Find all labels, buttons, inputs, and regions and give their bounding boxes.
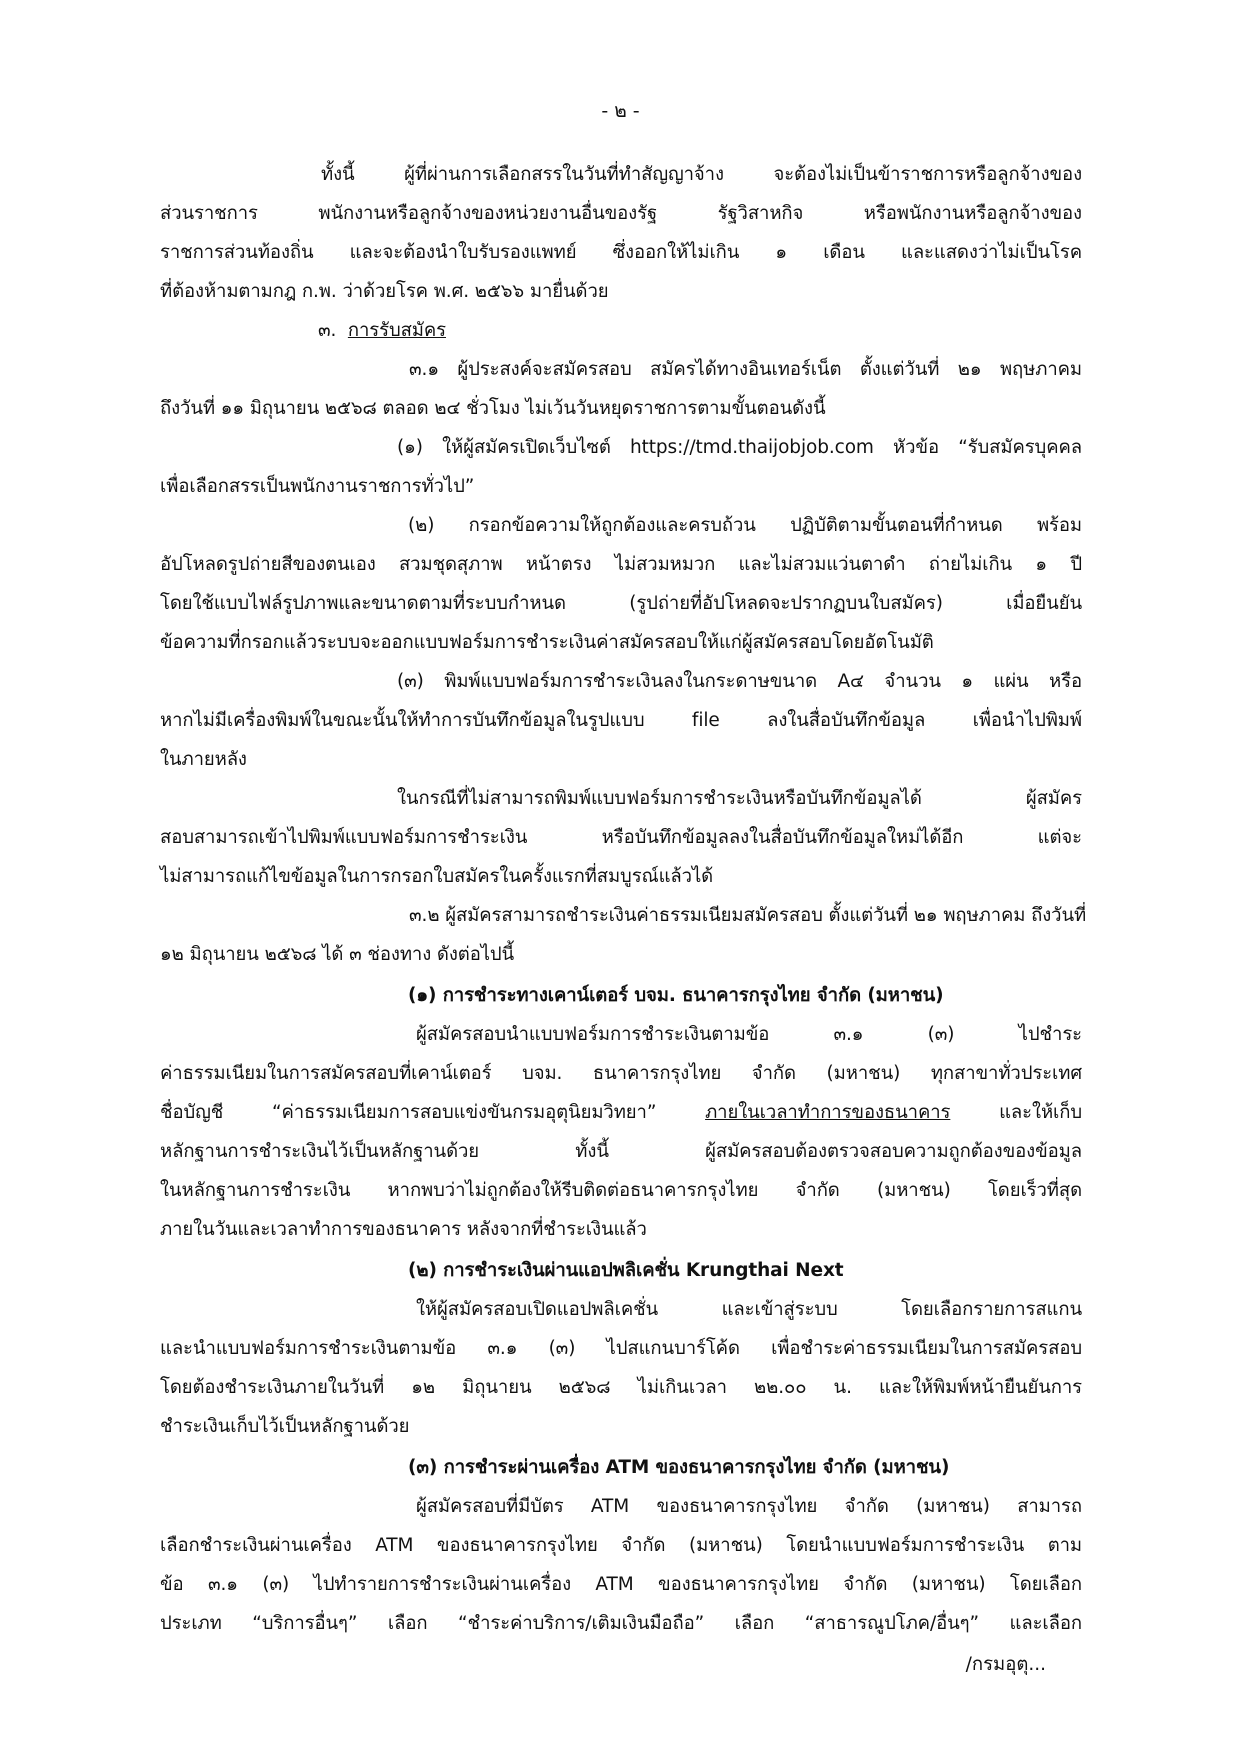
s31-line-1: ๓.๑ ผู้ประสงค์จะสมัครสอบ สมัครได้ทางอินเทอร์เน็ต ตั้งแต่วันที่ ๒๑ พฤษภาคม xyxy=(409,359,1082,380)
channel1-heading: (๑) การชำระทางเคาน์เตอร์ บจม. ธนาคารกรุงไทย จำกัด (มหาชน) xyxy=(408,985,944,1006)
s31-note-line-3: ไม่สามารถแก้ไขข้อมูลในการกรอกใบสมัครในครั้งแรกที่สมบูรณ์แล้วได้ xyxy=(160,866,714,887)
continuation-marker: /กรมอุตุ... xyxy=(965,1654,1046,1675)
channel1-line-6: ภายในวันและเวลาทำการของธนาคาร หลังจากที่ชำระเงินแล้ว xyxy=(160,1219,647,1240)
s31-item2-line-3: โดยใช้แบบไฟล์รูปภาพและขนาดตามที่ระบบกำหนด (รูปถ่ายที่อัปโหลดจะปรากฏบนใบสมัคร) เมื่อยืนยัน xyxy=(160,593,1082,614)
para1-line-4: ที่ต้องห้ามตามกฎ ก.พ. ว่าด้วยโรค พ.ศ. ๒๕๖๖ มายื่นด้วย xyxy=(160,281,609,302)
section3-heading xyxy=(318,316,446,346)
channel1-line-4: หลักฐานการชำระเงินไว้เป็นหลักฐานด้วย ทั้งนี้ ผู้สมัครสอบต้องตรวจสอบความถูกต้องของข้อมูล xyxy=(160,1141,1082,1162)
s31-item2-line-4: ข้อความที่กรอกแล้วระบบจะออกแบบฟอร์มการชำระเงินค่าสมัครสอบให้แก่ผู้สมัครสอบโดยอัตโนมัติ xyxy=(160,632,934,653)
channel3-line-2: เลือกชำระเงินผ่านเครื่อง ATM ของธนาคารกรุงไทย จำกัด (มหาชน) โดยนำแบบฟอร์มการชำระเงิน ตาม xyxy=(160,1535,1082,1556)
s32-line-2: ๑๒ มิถุนายน ๒๕๖๘ ได้ ๓ ช่องทาง ดังต่อไปนี้ xyxy=(160,944,515,965)
s31-item3-line-1: (๓) พิมพ์แบบฟอร์มการชำระเงินลงในกระดาษขนาด A๔ จำนวน ๑ แผ่น หรือ xyxy=(397,671,1082,692)
channel3-line-4: ประเภท “บริการอื่นๆ” เลือก “ชำระค่าบริการ/เติมเงินมือถือ” เลือก “สาธารณูปโภค/อื่นๆ” และเลือก xyxy=(160,1613,1082,1634)
keep-receipt-text: และให้เก็บ xyxy=(999,1102,1083,1123)
s31-item1-line-1: (๑) ให้ผู้สมัครเปิดเว็บไซต์ https://tmd.thaijobjob.com หัวข้อ “รับสมัครบุคคล xyxy=(397,437,1082,458)
channel1-line-2: ค่าธรรมเนียมในการสมัครสอบที่เคาน์เตอร์ บจม. ธนาคารกรุงไทย จำกัด (มหาชน) ทุกสาขาทั่วประเทศ xyxy=(160,1063,1082,1084)
s31-item3-line-2: หากไม่มีเครื่องพิมพ์ในขณะนั้นให้ทำการบันทึกข้อมูลในรูปแบบ file ลงในสื่อบันทึกข้อมูล เพื่อนำไปพิมพ์ xyxy=(160,710,1082,731)
channel3-heading: (๓) การชำระผ่านเครื่อง ATM ของธนาคารกรุงไทย จำกัด (มหาชน) xyxy=(408,1457,950,1478)
para1-line-1: ทั้งนี้ ผู้ที่ผ่านการเลือกสรรในวันที่ทำสัญญาจ้าง จะต้องไม่เป็นข้าราชการหรือลูกจ้างของ xyxy=(321,164,1082,185)
banking-hours-note: ภายในเวลาทำการของธนาคาร xyxy=(705,1102,951,1123)
channel2-line-2: และนำแบบฟอร์มการชำระเงินตามข้อ ๓.๑ (๓) ไปสแกนบาร์โค้ด เพื่อชำระค่าธรรมเนียมในการสมัครสอบ xyxy=(160,1338,1082,1359)
section3-title: การรับสมัคร xyxy=(347,320,446,341)
para1-line-2: ส่วนราชการ พนักงานหรือลูกจ้างของหน่วยงานอื่นของรัฐ รัฐวิสาหกิจ หรือพนักงานหรือลูกจ้างของ xyxy=(160,203,1082,224)
page-number: - ๒ - xyxy=(601,100,640,122)
section3-number: ๓. xyxy=(318,320,337,341)
para1-line-3: ราชการส่วนท้องถิ่น และจะต้องนำใบรับรองแพทย์ ซึ่งออกให้ไม่เกิน ๑ เดือน และแสดงว่าไม่เป็นโรค xyxy=(160,242,1082,263)
channel3-line-3: ข้อ ๓.๑ (๓) ไปทำรายการชำระเงินผ่านเครื่อง ATM ของธนาคารกรุงไทย จำกัด (มหาชน) โดยเลือก xyxy=(160,1574,1082,1595)
channel3-line-1: ผู้สมัครสอบที่มีบัตร ATM ของธนาคารกรุงไทย จำกัด (มหาชน) สามารถ xyxy=(416,1496,1082,1517)
account-name: ชื่อบัญชี “ค่าธรรมเนียมการสอบแข่งขันกรมอุตุนิยมวิทยา” xyxy=(160,1102,657,1123)
channel2-line-4: ชำระเงินเก็บไว้เป็นหลักฐานด้วย xyxy=(160,1416,410,1437)
s31-item1-line-2: เพื่อเลือกสรรเป็นพนักงานราชการทั่วไป” xyxy=(160,476,475,497)
s31-item3-line-3: ในภายหลัง xyxy=(160,749,247,770)
channel2-heading: (๒) การชำระเงินผ่านแอปพลิเคชั่น Krungthai Next xyxy=(408,1260,844,1281)
s31-note-line-2: สอบสามารถเข้าไปพิมพ์แบบฟอร์มการชำระเงิน หรือบันทึกข้อมูลลงในสื่อบันทึกข้อมูลใหม่ได้อีก แต่จะ xyxy=(160,827,1082,848)
s31-line-2: ถึงวันที่ ๑๑ มิถุนายน ๒๕๖๘ ตลอด ๒๔ ชั่วโมง ไม่เว้นวันหยุดราชการตามขั้นตอนดังนี้ xyxy=(160,398,826,419)
channel2-line-1: ให้ผู้สมัครสอบเปิดแอปพลิเคชั่น และเข้าสู่ระบบ โดยเลือกรายการสแกน xyxy=(416,1299,1082,1320)
channel2-line-3: โดยต้องชำระเงินภายในวันที่ ๑๒ มิถุนายน ๒๕๖๘ ไม่เกินเวลา ๒๒.๐๐ น. และให้พิมพ์หน้ายืนยันการ xyxy=(160,1377,1082,1398)
s31-item2-line-1: (๒) กรอกข้อความให้ถูกต้องและครบถ้วน ปฏิบัติตามขั้นตอนที่กำหนด พร้อม xyxy=(408,515,1082,536)
channel1-line-1: ผู้สมัครสอบนำแบบฟอร์มการชำระเงินตามข้อ ๓.๑ (๓) ไปชำระ xyxy=(416,1024,1082,1045)
s31-note-line-1: ในกรณีที่ไม่สามารถพิมพ์แบบฟอร์มการชำระเงินหรือบันทึกข้อมูลได้ ผู้สมัคร xyxy=(397,788,1082,809)
s31-item2-line-2: อัปโหลดรูปถ่ายสีของตนเอง สวมชุดสุภาพ หน้าตรง ไม่สวมหมวก และไม่สวมแว่นตาดำ ถ่ายไม่เกิน ๑ ปี xyxy=(160,554,1082,575)
channel1-line-3 xyxy=(160,1098,1082,1128)
s32-line-1: ๓.๒ ผู้สมัครสามารถชำระเงินค่าธรรมเนียมสมัครสอบ ตั้งแต่วันที่ ๒๑ พฤษภาคม ถึงวันที่ xyxy=(409,905,1087,926)
channel1-line-5: ในหลักฐานการชำระเงิน หากพบว่าไม่ถูกต้องให้รีบติดต่อธนาคารกรุงไทย จำกัด (มหาชน) โดยเร็วที่สุด xyxy=(160,1180,1082,1201)
